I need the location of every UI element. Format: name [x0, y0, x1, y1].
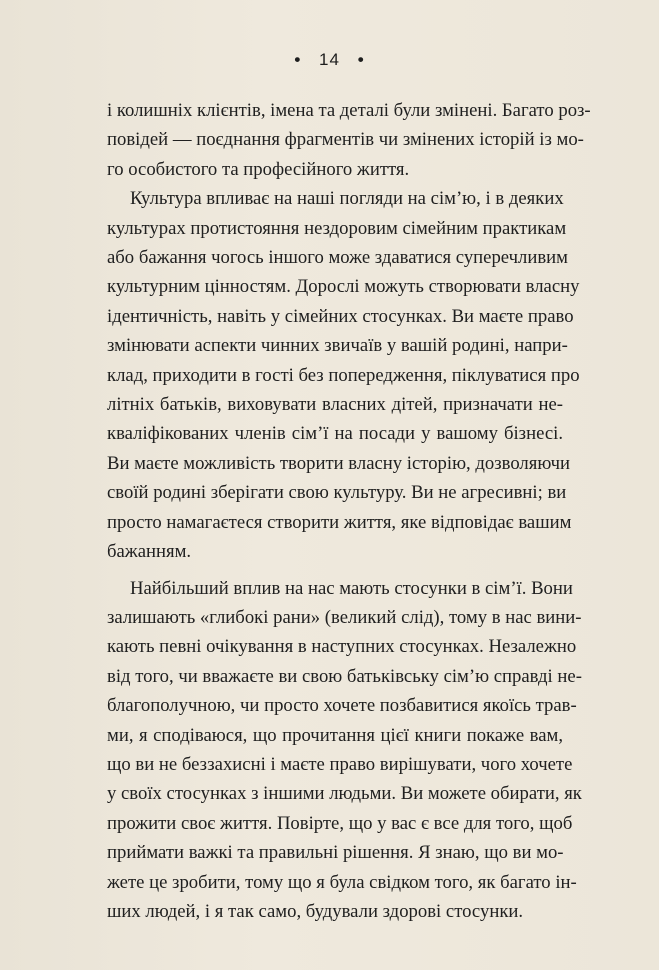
text-line: Ви маєте можливість творити власну історію, дозволяючи — [107, 452, 570, 474]
text-line: ших людей, і я так само, будували здорові стосунки. — [107, 900, 524, 922]
bullet-left: • — [294, 50, 302, 69]
paragraph-2 — [107, 184, 580, 566]
text-line: що ви не беззахисні і маєте право вирішувати, чого хочете — [107, 753, 573, 775]
text-line: ідентичність, навіть у сімейних стосунках. Ви маєте право — [107, 305, 574, 327]
text-line: і колишніх клієнтів, імена та деталі були змінені. Багато роз- — [107, 100, 591, 121]
paragraph-3 — [107, 574, 582, 927]
text-line: своїй родині зберігати свою культуру. Ви не агресивні; ви — [107, 482, 567, 504]
text-line: від того, чи вважаєте ви свою батьківську сім’ю справді не- — [107, 665, 582, 687]
text-line: просто намагаєтеся створити життя, яке відповідає вашим — [107, 511, 572, 533]
text-line: культурним цінностям. Дорослі можуть створювати власну — [107, 276, 580, 298]
text-line: Найбільший вплив на нас мають стосунки в сім’ї. Вони — [130, 577, 573, 599]
text-line: літніх батьків, виховувати власних дітей, призначати не- — [107, 394, 563, 416]
text-line: кваліфікованих членів сім’ї на посади у вашому бізнесі. — [107, 423, 563, 445]
text-line: ми, я сподіваюся, що прочитання цієї книги покаже вам, — [107, 724, 563, 746]
text-line: або бажання чогось іншого може здаватися суперечливим — [107, 247, 569, 269]
text-line: бажанням. — [107, 541, 192, 563]
text-line: Культура впливає на наші погляди на сім’ю, і в деяких — [130, 188, 564, 210]
text-line: го особистого та професійного життя. — [107, 158, 410, 180]
text-line: клад, приходити в гості без попередження, піклуватися про — [107, 364, 580, 386]
page-number: 14 — [319, 50, 340, 69]
text-line: благополучною, чи просто хочете позбавитися якоїсь трав- — [107, 695, 577, 717]
text-line: кають певні очікування в наступних стосунках. Незалежно — [107, 636, 577, 658]
body-text — [107, 96, 591, 926]
text-line: змінювати аспекти чинних звичаїв у вашій родині, напри- — [107, 335, 568, 357]
text-line: повідей — поєднання фрагментів чи змінених історій із мо- — [107, 129, 584, 151]
text-line: у своїх стосунках з іншими людьми. Ви можете обирати, як — [107, 783, 582, 805]
text-line: прожити своє життя. Повірте, що у вас є все для того, щоб — [107, 812, 573, 834]
text-line: приймати важкі та правильні рішення. Я знаю, що ви мо- — [107, 842, 564, 864]
paragraph-1 — [107, 96, 591, 184]
text-line: жете це зробити, тому що я була свідком того, як багато ін- — [107, 871, 577, 893]
page-number-header — [0, 50, 659, 70]
text-line: залишають «глибокі рани» (великий слід), тому в нас вини- — [107, 606, 582, 628]
text-line: культурах протистояння нездоровим сімейним практикам — [107, 217, 567, 239]
bullet-right: • — [357, 50, 365, 69]
